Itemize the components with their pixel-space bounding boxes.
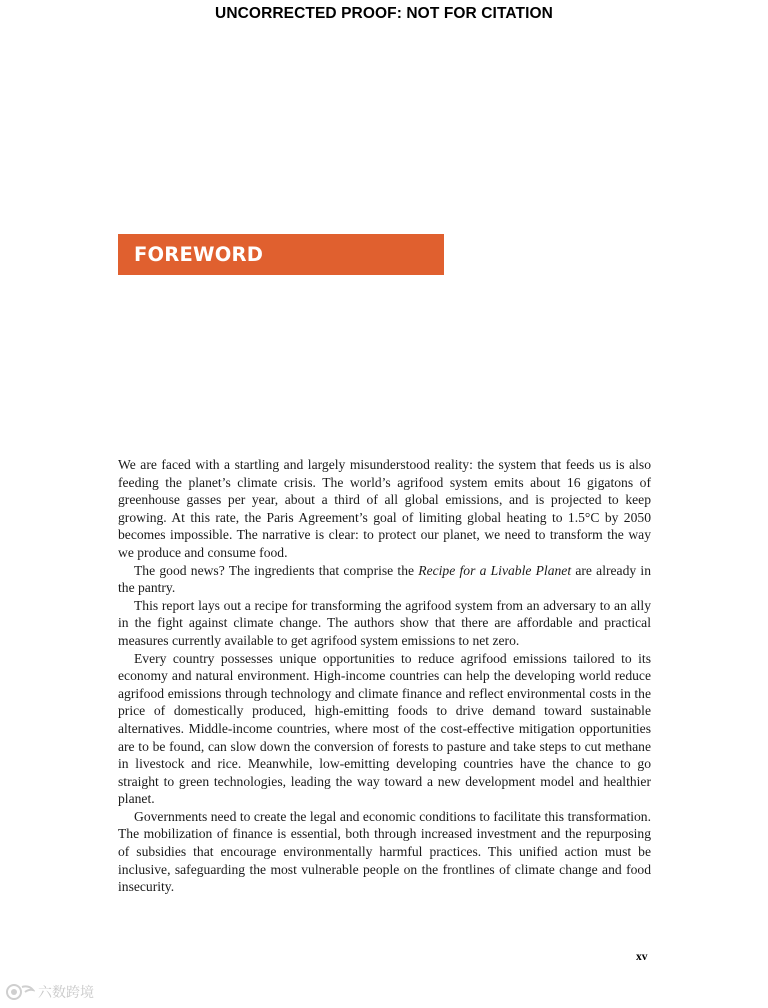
paragraph-4: Every country possesses unique opportunities to reduce agrifood emissions tailored to its economy and natural environment. High-income countries can help the developing world reduce agrifood emissions through technology and climate finance and reflect environmental costs in the price of domestically produced, high-emitting foods to drive demand toward sustainable alternatives. Middle-income countries, where most of the cost-effective mitigation opportunities are to be found, can slow down the conversion of forests to pasture and take steps to cut methane in livestock and rice. Meanwhile, low-emitting developing countries have the chance to go straight to green technologies, leading the way toward a new development model and healthier planet. (118, 650, 651, 807)
paragraph-1: We are faced with a startling and largely misunderstood reality: the system that feeds us is also feeding the planet’s climate crisis. The world’s agrifood system emits about 16 gigatons of greenhouse gasses per year, about a third of all global emissions, and is projected to keep growing. At this rate, the Paris Agreement’s goal of limiting global heating to 1.5°C by 2050 becomes impossible. The narrative is clear: to protect our planet, we need to transform the way we produce and consume food. (118, 457, 651, 560)
foreword-body (118, 456, 651, 896)
paragraph-3: This report lays out a recipe for transforming the agrifood system from an adversary to an ally in the fight against climate change. The authors show that there are affordable and practical measures currently available to get agrifood system emissions to net zero. (118, 597, 651, 648)
camera-logo-icon (5, 983, 35, 1001)
section-title: FOREWORD (134, 243, 264, 266)
paragraph-2 (118, 562, 651, 597)
watermark (5, 982, 94, 1002)
paragraph-2-lead: The good news? The ingredients that comprise the (134, 562, 419, 578)
proof-notice-header: UNCORRECTED PROOF: NOT FOR CITATION (215, 5, 553, 22)
report-title-italic: Recipe for a Livable Planet (418, 562, 572, 578)
watermark-text: 六数跨境 (38, 985, 94, 1001)
paragraph-2-tail: are already in the pantry. (118, 562, 651, 596)
section-title-banner (118, 234, 444, 275)
paragraph-5: Governments need to create the legal and economic conditions to facilitate this transformation. The mobilization of finance is essential, both through increased investment and the repurposing of subsidies that encourage environmentally harmful practices. This unified action must be inclusive, safeguarding the most vulnerable people on the frontlines of climate change and food insecurity. (118, 808, 651, 895)
page-number: xv (636, 951, 648, 963)
